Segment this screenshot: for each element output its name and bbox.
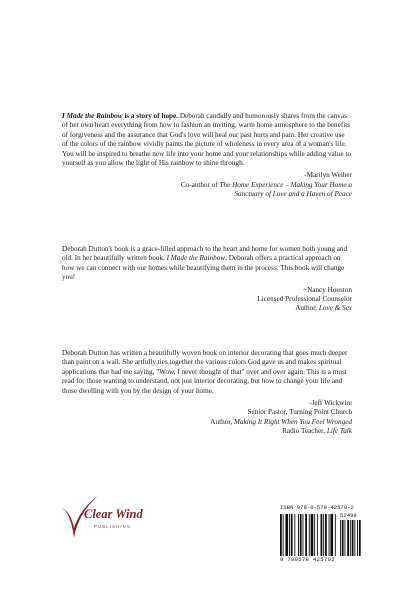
attribution	[62, 399, 352, 437]
publisher-logo	[60, 494, 180, 540]
publisher-sub: PUBLISHING	[94, 524, 132, 529]
review-marilyn-weiher	[62, 112, 352, 200]
isbn-text: ISBN 978-0-578-42570-2	[280, 504, 354, 511]
review-body: Deborah candidly and humorously shares from the canvas of her own heart everything from how to fashion an inviting, warm home atmosphere to the benefits of forgiveness and the assurance that God's love will heal our past hurts and pain. Her creative use of the colors of the rainbow vividly paints the picture of wholeness in every area of a woman's life. You will be inspired to breathe new life into your home and your relationships while adding value to yourself as you allow the light of His rainbow to shine through.	[62, 112, 351, 168]
publisher-name: Clear Wind	[84, 507, 143, 521]
review-text: Deborah Dutton has written a beautifully woven book on interior decorating that goes much deeper than paint on a wall. She artfully ties together the various colors God gave us and makes spiritual applications that had me saying, "Wow, I never thought of that" over and over again. This is a must read for those wanting to understand, not just interior decorating, but how to change your life and those dwelling with you by the design of your home.	[62, 349, 348, 395]
author-credit: Co-author of The Home Experience – Making Your Home a	[180, 180, 352, 189]
review-text: Deborah Dutton's book is a grace-filled approach to the heart and home for women both young and old. In her beautifully written book, I Made the Rainbow, Deborah offers a practical approach on how we can connect with our homes while beautifying them in the process. This book will change you!	[62, 245, 348, 282]
attribution	[62, 286, 352, 314]
barcode-bars	[278, 512, 364, 558]
attribution	[62, 171, 352, 199]
price-code: 52499	[340, 512, 357, 519]
review-author: ~Nancy Houston	[303, 285, 352, 294]
author-credit-2: Radio Teacher, Life Talk	[282, 427, 352, 436]
review-jeff-wickwire	[62, 349, 352, 437]
book-title-emphasis: I Made the Rainbow	[166, 254, 226, 263]
barcode-number: 9 780578 425702	[280, 556, 335, 563]
review-text	[62, 112, 352, 168]
review-author: -Marilyn Weiher	[304, 171, 352, 180]
isbn-barcode	[278, 504, 364, 566]
review-author: -Jeff Wickwire	[309, 399, 352, 408]
lead-phrase: is a story of hope.	[122, 112, 179, 120]
author-credit-cont: Sanctuary of Love and a Haven of Peace	[234, 190, 352, 199]
review-nancy-houston	[62, 245, 352, 314]
author-credit: Author, Love & Sex	[295, 304, 352, 313]
author-title: Senior Pastor, Turning Point Church	[247, 408, 352, 417]
author-credit: Author, Making It Right When You Feel Wronged	[210, 417, 352, 426]
credit-book-title: The Home Experience – Making Your Home a	[219, 180, 352, 189]
author-title: Licensed Professional Counselor	[257, 295, 352, 304]
book-title-emphasis: I Made the Rainbow	[62, 112, 123, 120]
